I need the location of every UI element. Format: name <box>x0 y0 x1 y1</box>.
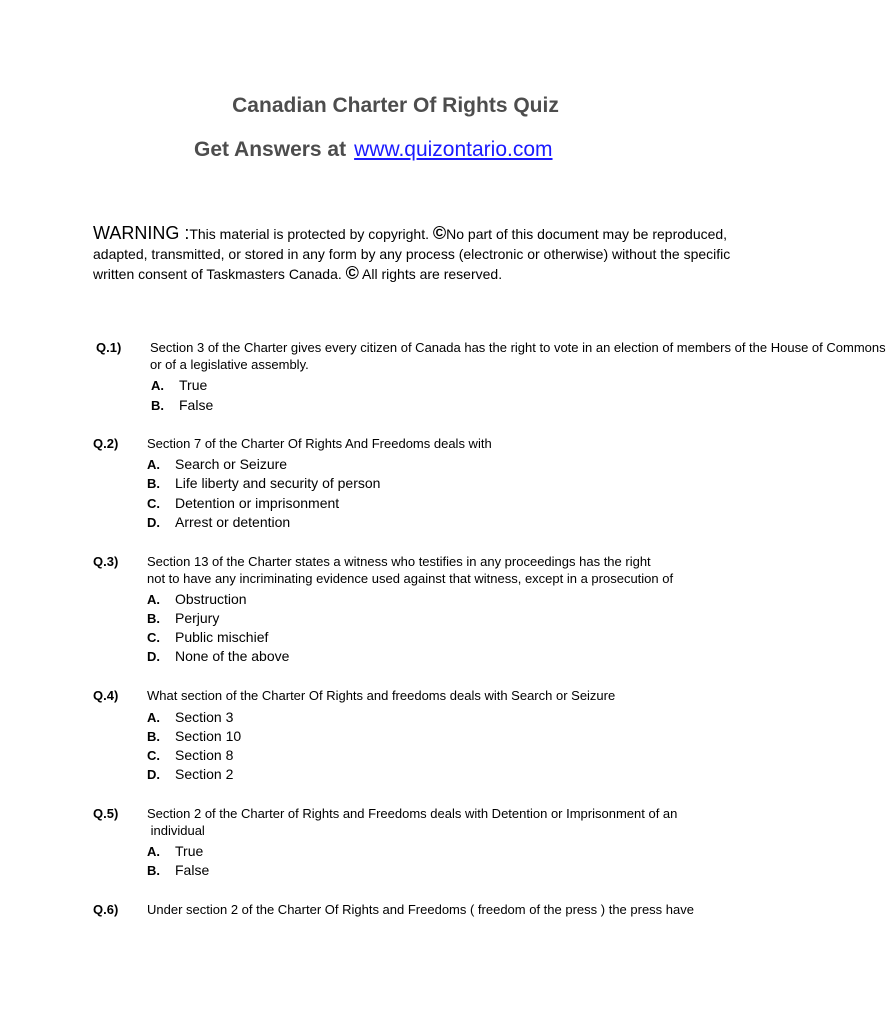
option-text: Section 2 <box>175 766 234 782</box>
option-text: Section 10 <box>175 728 242 744</box>
document-title: Canadian Charter Of Rights Quiz <box>232 94 559 117</box>
option-letter: C. <box>147 748 160 763</box>
option-letter: B. <box>147 611 160 626</box>
option-text: True <box>179 377 208 393</box>
question-text: Section 7 of the Charter Of Rights And Freedoms deals with <box>147 436 492 451</box>
warning-text-2: No part of this document may be reproduced, adapted, transmitted, or stored in any form by any process (electronic or otherwise) without the specific written consent of Taskmasters Canada. <box>93 226 731 282</box>
option-text: Public mischief <box>175 629 269 645</box>
option-text: None of the above <box>175 648 290 664</box>
option-text: True <box>175 843 204 859</box>
question-text: Section 2 of the Charter of Rights and Freedoms deals with Detention or Imprisonment of an <box>147 806 678 821</box>
warning-label: WARNING : <box>93 223 190 243</box>
answer-option[interactable] <box>147 766 233 782</box>
option-text: Search or Seizure <box>175 456 288 472</box>
question-text: individual <box>147 823 205 838</box>
option-letter: B. <box>147 729 160 744</box>
answer-option[interactable] <box>147 456 287 472</box>
answer-option[interactable] <box>151 377 207 393</box>
option-text: Detention or imprisonment <box>175 495 340 511</box>
question-number: Q.6) <box>93 902 119 917</box>
answer-option[interactable] <box>147 648 289 664</box>
answer-option[interactable] <box>147 728 241 744</box>
question-text: or of a legislative assembly. <box>150 357 309 372</box>
answer-option[interactable] <box>147 747 233 763</box>
question-number: Q.4) <box>93 688 119 703</box>
option-letter: C. <box>147 630 160 645</box>
answers-line <box>194 138 553 162</box>
option-text: Section 3 <box>175 709 234 725</box>
answer-option[interactable] <box>147 495 339 511</box>
answer-option[interactable] <box>147 843 203 859</box>
question-number: Q.5) <box>93 806 119 821</box>
copyright-warning <box>93 224 733 285</box>
option-text: Section 8 <box>175 747 234 763</box>
answer-option[interactable] <box>147 610 219 626</box>
answer-option[interactable] <box>147 629 268 645</box>
option-text: Obstruction <box>175 591 247 607</box>
question-text: What section of the Charter Of Rights and freedoms deals with Search or Seizure <box>147 688 616 703</box>
option-text: False <box>179 397 214 413</box>
option-text: False <box>175 862 210 878</box>
question-text: not to have any incriminating evidence used against that witness, except in a prosecution of <box>147 571 674 586</box>
answer-option[interactable] <box>151 397 213 413</box>
question-text: Under section 2 of the Charter Of Rights and Freedoms ( freedom of the press ) the press have <box>147 902 694 917</box>
question-text: Section 3 of the Charter gives every citizen of Canada has the right to vote in an election of members of the House of Commons <box>150 340 886 355</box>
option-letter: D. <box>147 649 160 664</box>
option-letter: B. <box>147 476 160 491</box>
option-letter: A. <box>147 710 160 725</box>
question-number: Q.1) <box>96 340 122 355</box>
answer-option[interactable] <box>147 862 209 878</box>
option-text: Perjury <box>175 610 220 626</box>
warning-text-1: This material is protected by copyright. <box>189 226 433 242</box>
question-number: Q.3) <box>93 554 119 569</box>
option-letter: A. <box>147 457 160 472</box>
answers-prefix: Get Answers at <box>194 138 347 161</box>
option-letter: D. <box>147 515 160 530</box>
copyright-icon: © <box>345 263 359 283</box>
option-letter: B. <box>151 398 164 413</box>
question-number: Q.2) <box>93 436 119 451</box>
copyright-icon: © <box>432 223 447 243</box>
option-letter: C. <box>147 496 160 511</box>
answer-option[interactable] <box>147 514 290 530</box>
option-letter: D. <box>147 767 160 782</box>
option-letter: A. <box>147 844 160 859</box>
option-text: Life liberty and security of person <box>175 475 381 491</box>
option-text: Arrest or detention <box>175 514 291 530</box>
answer-option[interactable] <box>147 709 233 725</box>
option-letter: A. <box>151 378 164 393</box>
option-letter: A. <box>147 592 160 607</box>
answer-option[interactable] <box>147 475 380 491</box>
warning-text-3: All rights are reserved. <box>358 266 503 282</box>
option-letter: B. <box>147 863 160 878</box>
question-text: Section 13 of the Charter states a witness who testifies in any proceedings has the right <box>147 554 651 569</box>
answer-option[interactable] <box>147 591 247 607</box>
answers-link[interactable]: www.quizontario.com <box>354 138 553 161</box>
